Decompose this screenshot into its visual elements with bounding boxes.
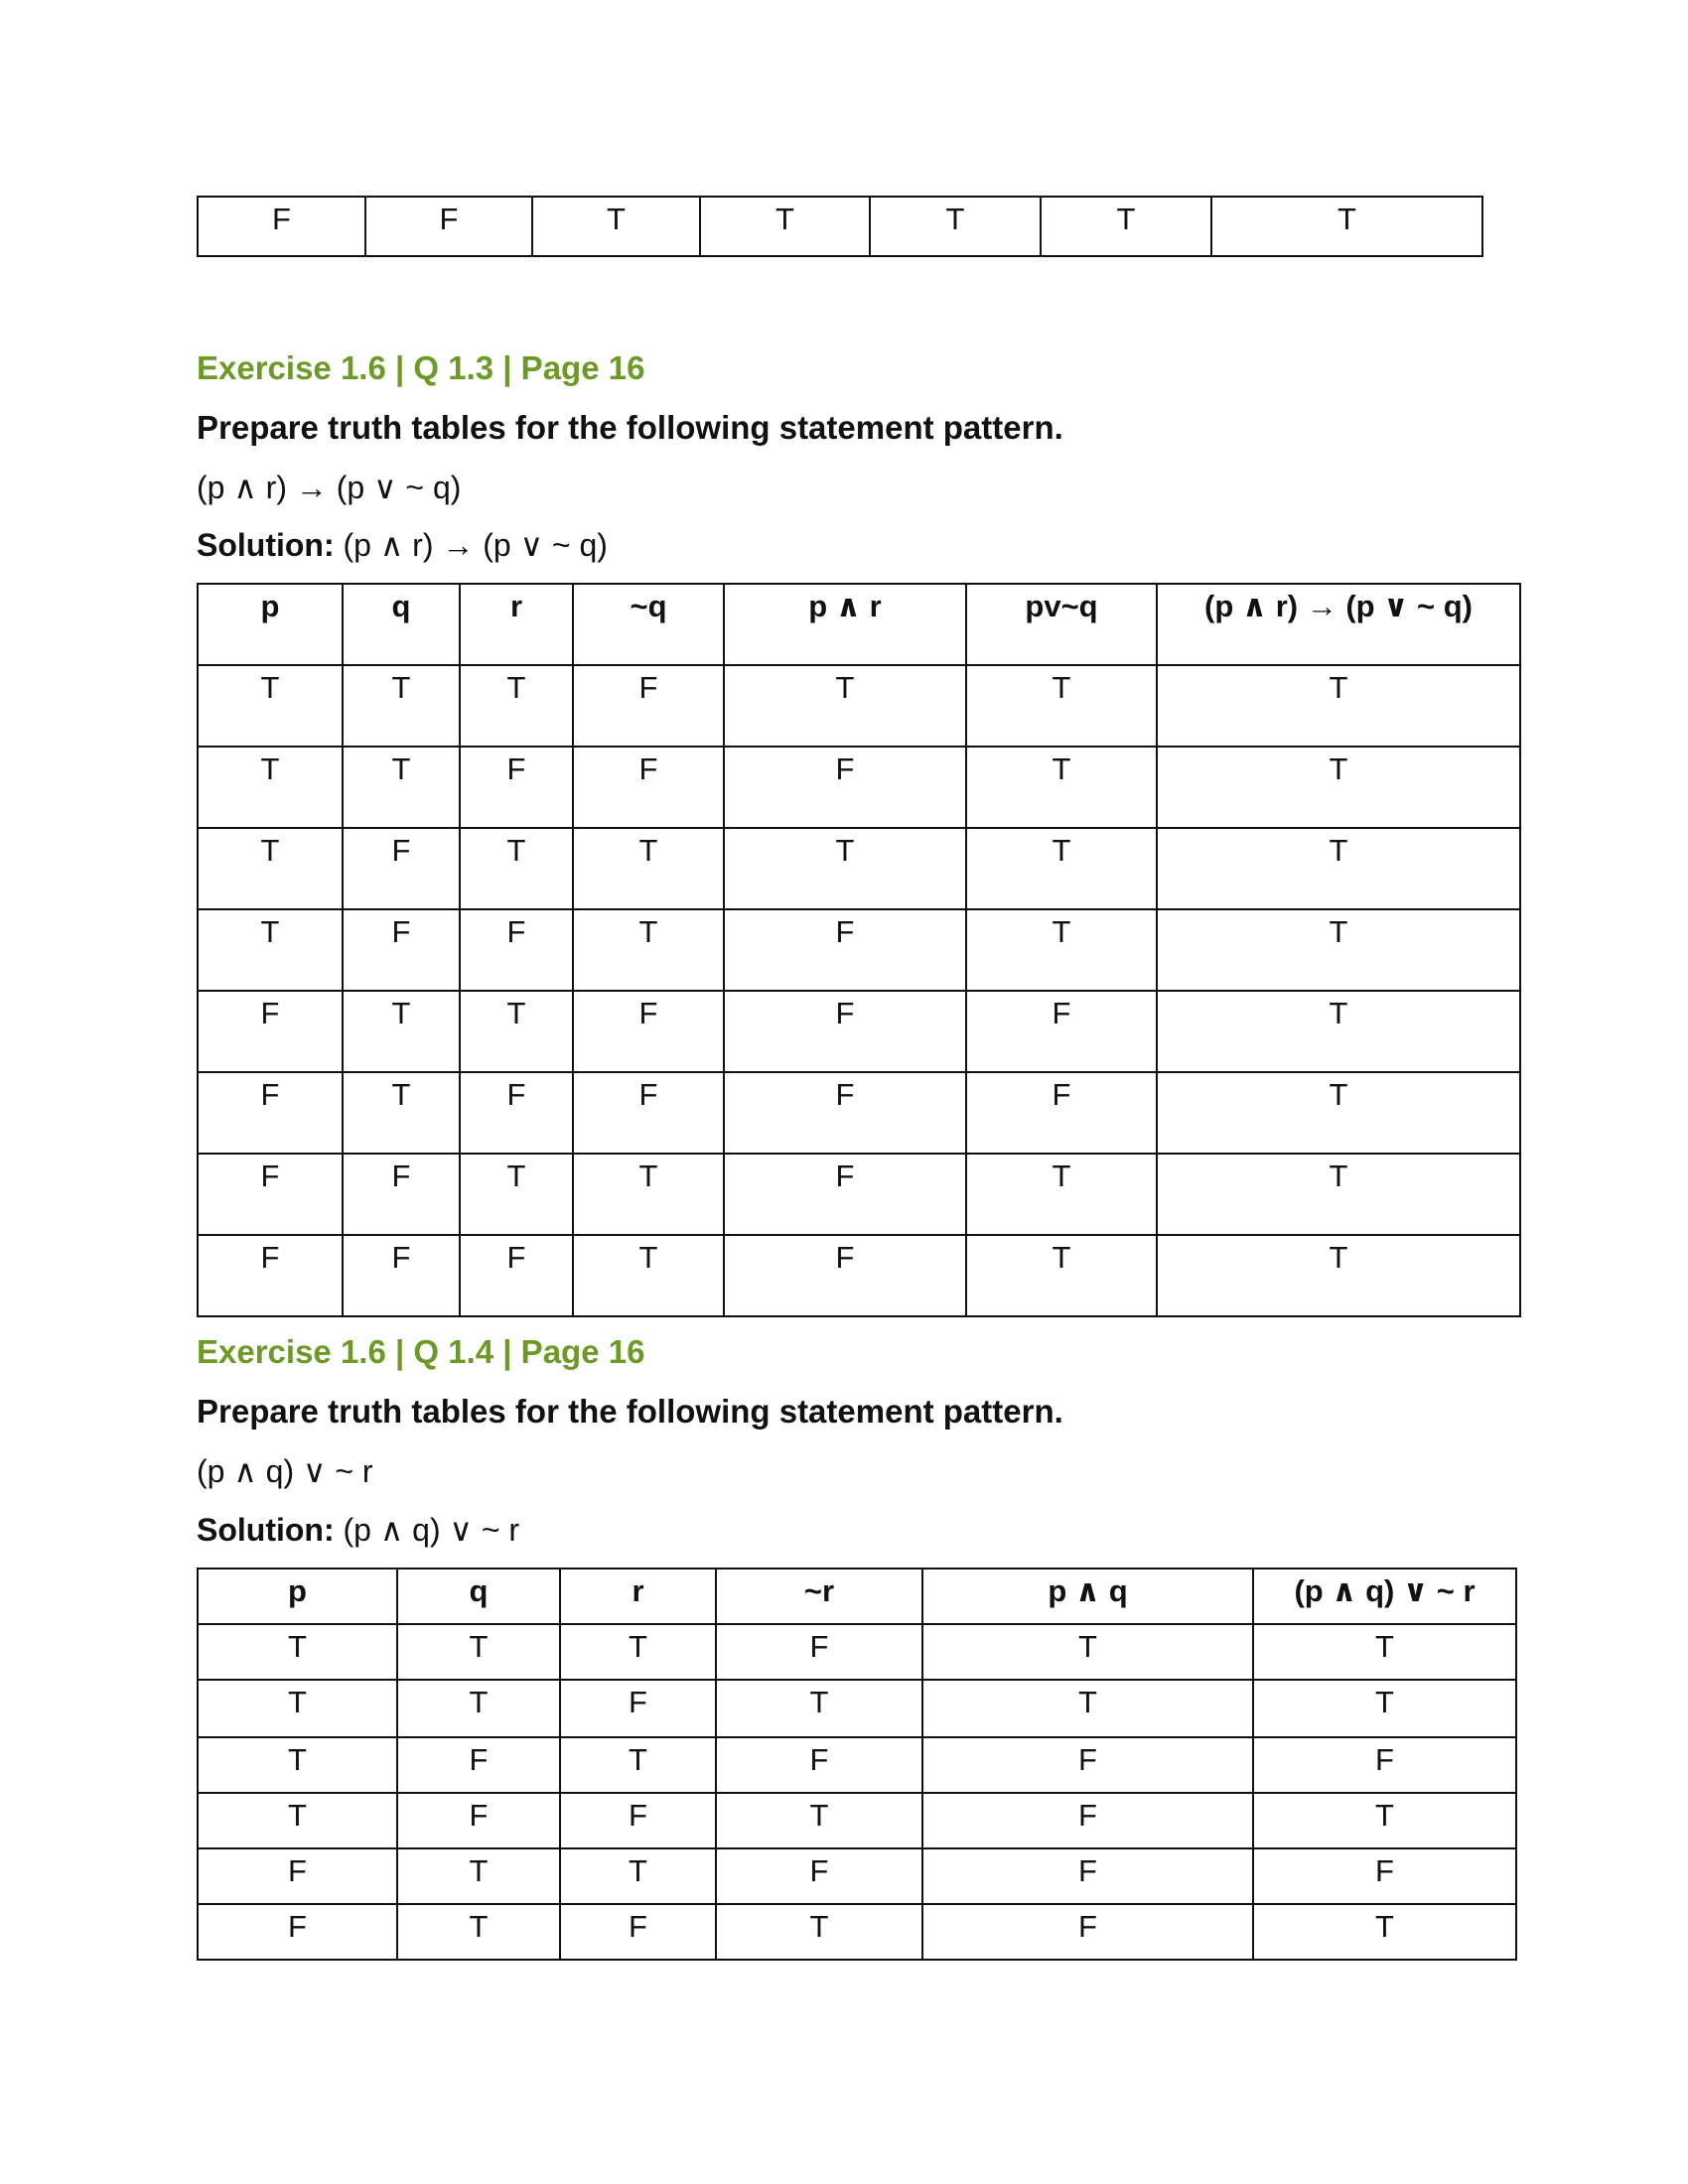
table-cell: T — [198, 747, 343, 828]
solution-text: (p ∧ q) ∨ ~ r — [334, 1512, 520, 1548]
statement-text: (p ∧ q) ∨ ~ r — [197, 1453, 373, 1489]
column-header: pv~q — [966, 584, 1157, 665]
table-cell: T — [397, 1848, 560, 1904]
table-cell: T — [560, 1624, 716, 1680]
table-cell: T — [724, 665, 966, 747]
table-cell: T — [397, 1624, 560, 1680]
table-cell: F — [724, 991, 966, 1072]
table-cell: F — [460, 1235, 573, 1316]
table-cell: F — [573, 1072, 724, 1154]
table-cell: F — [560, 1904, 716, 1960]
table-cell: T — [716, 1793, 922, 1848]
table-cell: F — [966, 991, 1157, 1072]
table-row — [198, 1737, 1516, 1793]
table-cell: T — [460, 991, 573, 1072]
exercise-title: Exercise 1.6 | Q 1.4 | Page 16 — [197, 1333, 645, 1370]
table-cell: F — [716, 1848, 922, 1904]
table-cell: F — [724, 1235, 966, 1316]
table-cell: T — [198, 909, 343, 991]
table-cell: T — [343, 991, 460, 1072]
table-cell: F — [922, 1904, 1253, 1960]
table-cell: F — [397, 1793, 560, 1848]
table-cell: F — [198, 197, 365, 256]
table-header-row — [198, 584, 1520, 665]
table-cell: T — [1157, 991, 1520, 1072]
column-header: p — [198, 1569, 397, 1624]
table-cell: T — [397, 1680, 560, 1737]
table-cell: T — [343, 665, 460, 747]
table-cell: F — [397, 1737, 560, 1793]
solution-line — [197, 1511, 519, 1549]
table-cell: T — [716, 1680, 922, 1737]
table-cell: T — [1253, 1904, 1516, 1960]
table-cell: F — [1253, 1737, 1516, 1793]
table-cell: T — [724, 828, 966, 909]
table-cell: T — [198, 828, 343, 909]
table-cell: F — [716, 1737, 922, 1793]
solution-text: (p ∧ r) → (p ∨ ~ q) — [334, 527, 608, 563]
column-header: p ∧ r — [724, 584, 966, 665]
table-cell: T — [1157, 747, 1520, 828]
table-cell: T — [397, 1904, 560, 1960]
table-cell: T — [343, 1072, 460, 1154]
table-cell: F — [343, 828, 460, 909]
table-cell: T — [966, 747, 1157, 828]
table-cell: T — [922, 1680, 1253, 1737]
table-cell: F — [460, 909, 573, 991]
instruction-text: Prepare truth tables for the following statement pattern. — [197, 409, 1063, 446]
table-cell: F — [198, 1904, 397, 1960]
table-cell: T — [573, 1154, 724, 1235]
table-cell: F — [560, 1793, 716, 1848]
table-cell: F — [922, 1793, 1253, 1848]
column-header: p — [198, 584, 343, 665]
column-header: p ∧ q — [922, 1569, 1253, 1624]
table-cell: F — [343, 1235, 460, 1316]
table-cell: T — [1157, 1072, 1520, 1154]
column-header: q — [343, 584, 460, 665]
table-cell: T — [460, 1154, 573, 1235]
table-cell: F — [922, 1848, 1253, 1904]
table-cell: F — [724, 1154, 966, 1235]
table-cell: F — [198, 1235, 343, 1316]
table-cell: F — [365, 197, 532, 256]
table-cell: T — [716, 1904, 922, 1960]
table-cell: F — [922, 1737, 1253, 1793]
table-cell: F — [343, 909, 460, 991]
table-cell: T — [700, 197, 870, 256]
table-cell: T — [573, 828, 724, 909]
table-cell: F — [198, 1072, 343, 1154]
table-cell: F — [966, 1072, 1157, 1154]
table-cell: F — [724, 1072, 966, 1154]
table-cell: T — [1157, 665, 1520, 747]
table-row — [198, 197, 1482, 256]
table-cell: T — [460, 665, 573, 747]
table-cell: T — [198, 1793, 397, 1848]
table-row — [198, 991, 1520, 1072]
table-row — [198, 1154, 1520, 1235]
table-cell: F — [573, 991, 724, 1072]
column-header: ~q — [573, 584, 724, 665]
column-header: (p ∧ r) → (p ∨ ~ q) — [1157, 584, 1520, 665]
table-cell: T — [1041, 197, 1211, 256]
column-header: (p ∧ q) ∨ ~ r — [1253, 1569, 1516, 1624]
table-row — [198, 1793, 1516, 1848]
table-cell: T — [573, 1235, 724, 1316]
table-cell: F — [198, 1848, 397, 1904]
table-row — [198, 1624, 1516, 1680]
table-cell: T — [1253, 1624, 1516, 1680]
table-cell: F — [560, 1680, 716, 1737]
table-cell: T — [1157, 909, 1520, 991]
table-row — [198, 909, 1520, 991]
table-cell: T — [532, 197, 700, 256]
table-cell: T — [1253, 1793, 1516, 1848]
column-header: q — [397, 1569, 560, 1624]
table-cell: T — [343, 747, 460, 828]
table-cell: T — [966, 665, 1157, 747]
solution-line — [197, 526, 608, 564]
exercise-title: Exercise 1.6 | Q 1.3 | Page 16 — [197, 349, 645, 386]
table-cell: T — [1157, 828, 1520, 909]
table-cell: T — [922, 1624, 1253, 1680]
table-cell: T — [966, 1235, 1157, 1316]
table-cell: F — [198, 991, 343, 1072]
truth-table-q13 — [197, 583, 1521, 1317]
table-cell: T — [1253, 1680, 1516, 1737]
table-cell: T — [198, 665, 343, 747]
table-cell: T — [198, 1737, 397, 1793]
column-header: ~r — [716, 1569, 922, 1624]
table-cell: F — [198, 1154, 343, 1235]
table-cell: T — [966, 909, 1157, 991]
table-row — [198, 665, 1520, 747]
table-cell: T — [870, 197, 1041, 256]
table-cell: T — [966, 1154, 1157, 1235]
table-cell: F — [724, 747, 966, 828]
table-cell: T — [1157, 1235, 1520, 1316]
table-row — [198, 1848, 1516, 1904]
solution-label: Solution: — [197, 527, 335, 563]
table-cell: T — [560, 1848, 716, 1904]
table-row — [198, 1680, 1516, 1737]
table-cell: F — [724, 909, 966, 991]
top-continuation-table — [197, 196, 1483, 257]
column-header: r — [560, 1569, 716, 1624]
table-cell: T — [198, 1680, 397, 1737]
table-cell: F — [460, 747, 573, 828]
table-cell: T — [1211, 197, 1482, 256]
table-row — [198, 1072, 1520, 1154]
table-cell: T — [560, 1737, 716, 1793]
table-row — [198, 1904, 1516, 1960]
table-cell: T — [460, 828, 573, 909]
statement-text: (p ∧ r) → (p ∨ ~ q) — [197, 470, 462, 505]
table-cell: F — [573, 747, 724, 828]
column-header: r — [460, 584, 573, 665]
instruction-text: Prepare truth tables for the following statement pattern. — [197, 1393, 1063, 1430]
table-row — [198, 1235, 1520, 1316]
solution-label: Solution: — [197, 1512, 335, 1548]
table-cell: T — [198, 1624, 397, 1680]
table-row — [198, 747, 1520, 828]
table-cell: T — [573, 909, 724, 991]
table-cell: T — [1157, 1154, 1520, 1235]
table-header-row — [198, 1569, 1516, 1624]
table-row — [198, 828, 1520, 909]
table-cell: F — [573, 665, 724, 747]
table-cell: F — [1253, 1848, 1516, 1904]
truth-table-q14 — [197, 1568, 1517, 1961]
table-cell: F — [716, 1624, 922, 1680]
table-cell: F — [343, 1154, 460, 1235]
table-cell: F — [460, 1072, 573, 1154]
table-cell: T — [966, 828, 1157, 909]
